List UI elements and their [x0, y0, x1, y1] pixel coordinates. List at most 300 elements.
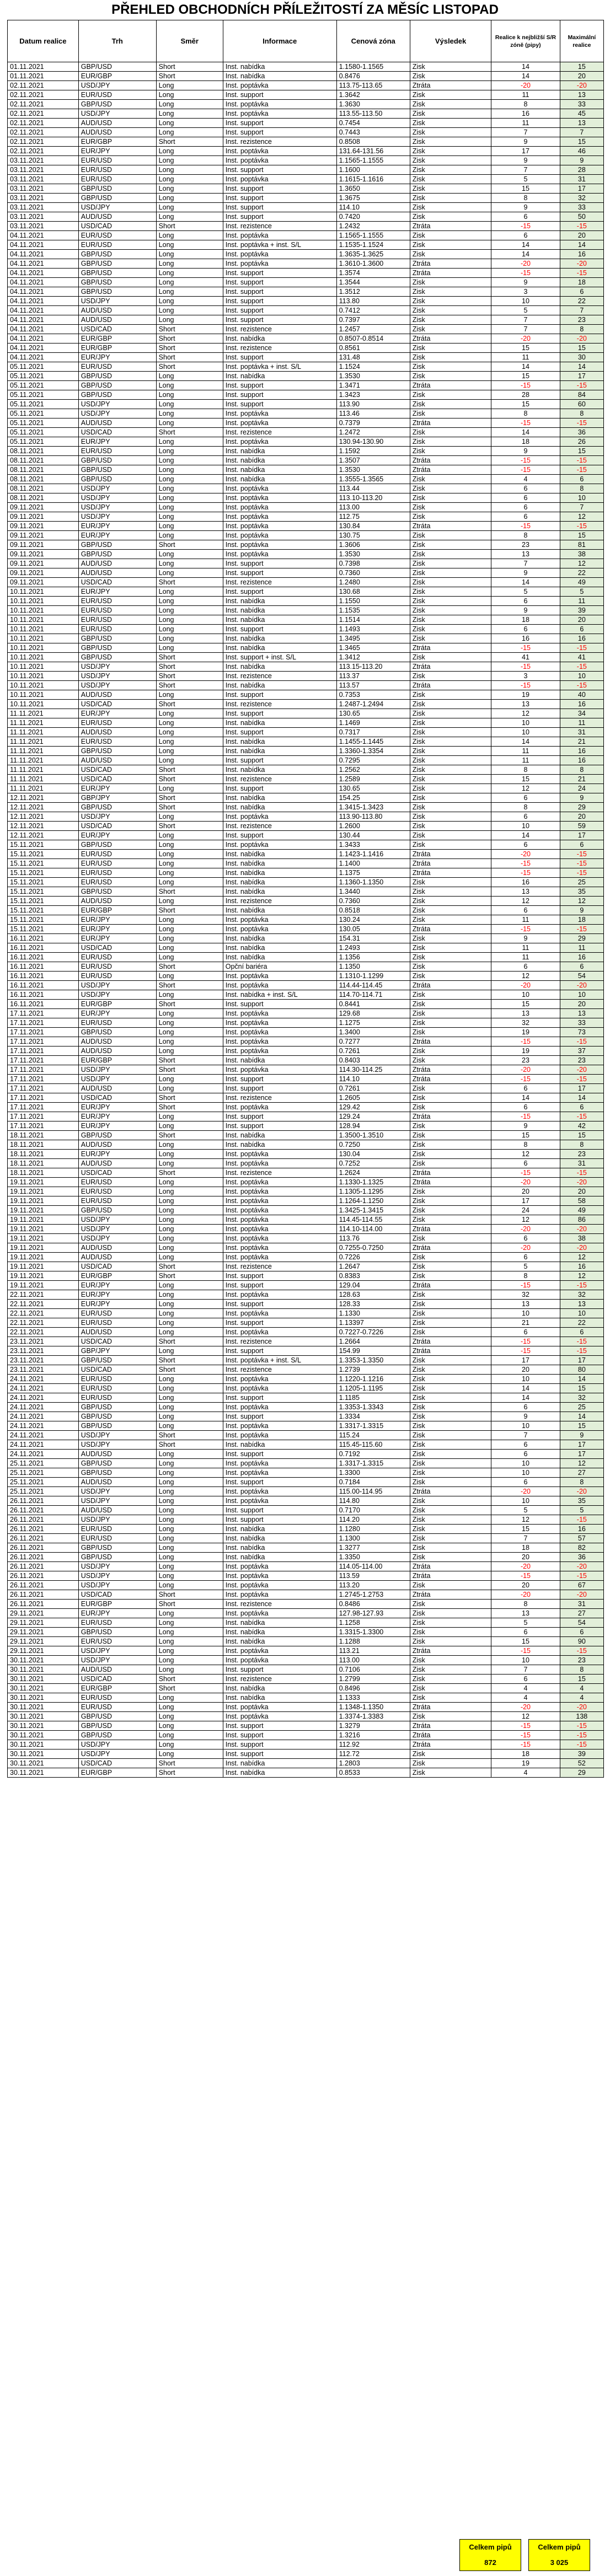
cell-result: Zisk [410, 831, 491, 840]
cell-market: USD/JPY [78, 1225, 156, 1234]
table-row [8, 1206, 604, 1215]
cell-date: 17.11.2021 [8, 1056, 79, 1065]
cell-zone: 0.7192 [336, 1450, 410, 1459]
cell-max: -15 [560, 1168, 603, 1178]
cell-date: 15.11.2021 [8, 878, 79, 887]
cell-result: Zisk [410, 559, 491, 568]
cell-max: 7 [560, 306, 603, 315]
cell-date: 23.11.2021 [8, 1337, 79, 1346]
cell-pips: 13 [491, 700, 560, 709]
cell-result: Ztráta [410, 222, 491, 231]
cell-max: -15 [560, 1337, 603, 1346]
cell-result: Zisk [410, 1121, 491, 1131]
cell-date: 29.11.2021 [8, 1637, 79, 1646]
cell-max: 13 [560, 1009, 603, 1018]
cell-direction: Long [156, 1459, 223, 1468]
cell-direction: Long [156, 1581, 223, 1590]
cell-date: 10.11.2021 [8, 606, 79, 615]
cell-result: Zisk [410, 578, 491, 587]
cell-max: 20 [560, 1187, 603, 1196]
cell-max: 22 [560, 1318, 603, 1328]
cell-zone: 130.04 [336, 1150, 410, 1159]
cell-max: 13 [560, 90, 603, 100]
cell-direction: Long [156, 1084, 223, 1093]
cell-result: Ztráta [410, 981, 491, 990]
cell-direction: Long [156, 400, 223, 409]
cell-result: Zisk [410, 194, 491, 203]
cell-market: EUR/JPY [78, 1112, 156, 1121]
table-row [8, 1356, 604, 1365]
cell-info: Inst. support [223, 1084, 336, 1093]
table-row [8, 475, 604, 484]
cell-direction: Long [156, 728, 223, 737]
cell-pips: 32 [491, 1290, 560, 1300]
cell-direction: Long [156, 165, 223, 175]
cell-result: Zisk [410, 747, 491, 756]
cell-date: 04.11.2021 [8, 344, 79, 353]
cell-direction: Long [156, 1328, 223, 1337]
cell-zone: 1.3635-1.3625 [336, 250, 410, 259]
cell-max: -20 [560, 81, 603, 90]
cell-max: 52 [560, 1759, 603, 1768]
table-row [8, 1187, 604, 1196]
cell-max: -15 [560, 643, 603, 653]
cell-direction: Long [156, 437, 223, 447]
cell-pips: 19 [491, 1759, 560, 1768]
cell-zone: 1.3353-1.3343 [336, 1403, 410, 1412]
cell-info: Inst. poptávka [223, 100, 336, 109]
cell-pips: 6 [491, 1450, 560, 1459]
cell-result: Zisk [410, 1384, 491, 1393]
table-row [8, 859, 604, 868]
cell-direction: Long [156, 1412, 223, 1421]
cell-info: Inst. poptávka [223, 1065, 336, 1075]
cell-date: 04.11.2021 [8, 278, 79, 287]
table-row [8, 137, 604, 147]
cell-market: USD/JPY [78, 400, 156, 409]
table-row [8, 662, 604, 672]
cell-info: Inst. nabídka [223, 1440, 336, 1450]
cell-zone: 1.1592 [336, 447, 410, 456]
cell-market: GBP/USD [78, 747, 156, 756]
cell-zone: 1.1258 [336, 1618, 410, 1628]
cell-result: Zisk [410, 812, 491, 822]
cell-pips: 8 [491, 1600, 560, 1609]
cell-result: Zisk [410, 1712, 491, 1721]
cell-date: 11.11.2021 [8, 784, 79, 793]
cell-zone: 1.1330 [336, 1309, 410, 1318]
cell-market: EUR/GBP [78, 137, 156, 147]
cell-zone: 1.2589 [336, 775, 410, 784]
cell-info: Inst. nabídka [223, 1056, 336, 1065]
cell-market: GBP/USD [78, 194, 156, 203]
table-row [8, 1037, 604, 1046]
cell-max: 24 [560, 784, 603, 793]
cell-zone: 1.1565-1.1555 [336, 156, 410, 165]
cell-result: Ztráta [410, 418, 491, 428]
cell-direction: Long [156, 915, 223, 925]
cell-date: 26.11.2021 [8, 1534, 79, 1543]
cell-result: Ztráta [410, 643, 491, 653]
cell-result: Zisk [410, 1749, 491, 1759]
cell-date: 22.11.2021 [8, 1328, 79, 1337]
cell-direction: Long [156, 1225, 223, 1234]
cell-date: 02.11.2021 [8, 128, 79, 137]
cell-market: GBP/USD [78, 184, 156, 194]
cell-pips: 3 [491, 672, 560, 681]
cell-max: 26 [560, 437, 603, 447]
cell-info: Inst. poptávka [223, 1243, 336, 1253]
cell-market: EUR/USD [78, 1318, 156, 1328]
cell-date: 25.11.2021 [8, 1478, 79, 1487]
cell-date: 02.11.2021 [8, 109, 79, 119]
cell-pips: -15 [491, 1646, 560, 1656]
cell-date: 10.11.2021 [8, 625, 79, 634]
cell-market: EUR/USD [78, 1309, 156, 1318]
cell-zone: 1.3400 [336, 1028, 410, 1037]
table-row [8, 1656, 604, 1665]
cell-date: 05.11.2021 [8, 390, 79, 400]
cell-max: 34 [560, 709, 603, 718]
cell-market: AUD/USD [78, 1506, 156, 1515]
cell-result: Ztráta [410, 1243, 491, 1253]
cell-pips: 11 [491, 953, 560, 962]
table-row [8, 456, 604, 465]
cell-date: 04.11.2021 [8, 287, 79, 297]
cell-market: EUR/JPY [78, 531, 156, 540]
cell-zone: 113.46 [336, 409, 410, 418]
cell-direction: Long [156, 1112, 223, 1121]
cell-result: Zisk [410, 672, 491, 681]
cell-max: 22 [560, 568, 603, 578]
cell-zone: 113.44 [336, 484, 410, 493]
cell-date: 30.11.2021 [8, 1740, 79, 1749]
cell-date: 10.11.2021 [8, 597, 79, 606]
cell-zone: 1.3512 [336, 287, 410, 297]
cell-max: 73 [560, 1028, 603, 1037]
cell-direction: Short [156, 62, 223, 72]
cell-direction: Long [156, 1206, 223, 1215]
cell-max: 10 [560, 1309, 603, 1318]
cell-result: Zisk [410, 550, 491, 559]
cell-market: USD/CAD [78, 1262, 156, 1271]
cell-zone: 1.1275 [336, 1018, 410, 1028]
cell-info: Inst. rezistence [223, 1168, 336, 1178]
cell-result: Ztráta [410, 1562, 491, 1571]
cell-pips: 9 [491, 203, 560, 212]
cell-pips: 14 [491, 62, 560, 72]
cell-pips: -15 [491, 269, 560, 278]
cell-market: AUD/USD [78, 1046, 156, 1056]
cell-info: Inst. poptávka + inst. S/L [223, 362, 336, 372]
cell-pips: 14 [491, 250, 560, 259]
cell-direction: Long [156, 559, 223, 568]
cell-result: Zisk [410, 878, 491, 887]
cell-pips: 15 [491, 344, 560, 353]
cell-direction: Long [156, 100, 223, 109]
cell-direction: Short [156, 672, 223, 681]
cell-market: EUR/JPY [78, 1281, 156, 1290]
cell-max: 39 [560, 1749, 603, 1759]
cell-info: Inst. rezistence [223, 897, 336, 906]
cell-pips: -15 [491, 418, 560, 428]
cell-pips: 20 [491, 1581, 560, 1590]
cell-info: Inst. support [223, 269, 336, 278]
cell-max: 32 [560, 1290, 603, 1300]
cell-pips: 6 [491, 212, 560, 222]
cell-result: Ztráta [410, 1178, 491, 1187]
cell-market: EUR/GBP [78, 1056, 156, 1065]
cell-zone: 129.24 [336, 1112, 410, 1121]
cell-result: Zisk [410, 737, 491, 747]
cell-market: EUR/USD [78, 1187, 156, 1196]
cell-pips: 8 [491, 531, 560, 540]
cell-max: 80 [560, 1365, 603, 1375]
table-row [8, 1328, 604, 1337]
table-row [8, 1271, 604, 1281]
cell-date: 12.11.2021 [8, 831, 79, 840]
cell-pips: 12 [491, 1515, 560, 1525]
cell-zone: 112.75 [336, 512, 410, 522]
cell-result: Zisk [410, 1618, 491, 1628]
cell-zone: 1.3675 [336, 194, 410, 203]
cell-result: Zisk [410, 409, 491, 418]
cell-market: GBP/USD [78, 390, 156, 400]
cell-result: Zisk [410, 597, 491, 606]
cell-zone: 0.8507-0.8514 [336, 334, 410, 344]
cell-zone: 130.94-130.90 [336, 437, 410, 447]
cell-zone: 0.7360 [336, 568, 410, 578]
cell-date: 22.11.2021 [8, 1290, 79, 1300]
cell-market: EUR/USD [78, 165, 156, 175]
cell-zone: 113.10-113.20 [336, 493, 410, 503]
cell-result: Zisk [410, 1253, 491, 1262]
table-row [8, 972, 604, 981]
cell-date: 16.11.2021 [8, 972, 79, 981]
cell-date: 15.11.2021 [8, 915, 79, 925]
cell-pips: 13 [491, 550, 560, 559]
table-row [8, 1675, 604, 1684]
cell-pips: 14 [491, 72, 560, 81]
cell-info: Inst. support [223, 128, 336, 137]
cell-result: Zisk [410, 390, 491, 400]
table-row [8, 1562, 604, 1571]
cell-max: 84 [560, 390, 603, 400]
cell-direction: Long [156, 625, 223, 634]
cell-max: 15 [560, 137, 603, 147]
cell-market: EUR/USD [78, 953, 156, 962]
table-row [8, 447, 604, 456]
cell-max: 17 [560, 372, 603, 381]
cell-pips: 14 [491, 1093, 560, 1103]
table-row [8, 1440, 604, 1450]
cell-info: Inst. poptávka [223, 156, 336, 165]
cell-date: 18.11.2021 [8, 1159, 79, 1168]
table-row [8, 943, 604, 953]
cell-pips: -20 [491, 1703, 560, 1712]
cell-market: GBP/USD [78, 250, 156, 259]
cell-market: EUR/JPY [78, 1009, 156, 1018]
cell-direction: Long [156, 156, 223, 165]
cell-max: 17 [560, 1356, 603, 1365]
cell-date: 19.11.2021 [8, 1206, 79, 1215]
cell-info: Inst. poptávka [223, 1459, 336, 1468]
cell-result: Zisk [410, 278, 491, 287]
cell-date: 02.11.2021 [8, 100, 79, 109]
cell-info: Inst. nabídka [223, 1525, 336, 1534]
cell-result: Ztráta [410, 1487, 491, 1496]
cell-zone: 113.76 [336, 1234, 410, 1243]
cell-pips: 8 [491, 194, 560, 203]
cell-zone: 1.3610-1.3600 [336, 259, 410, 269]
total-pips-label: Celkem pipů [469, 2543, 512, 2551]
cell-result: Zisk [410, 72, 491, 81]
table-row [8, 1740, 604, 1749]
cell-info: Inst. poptávka [223, 1703, 336, 1712]
cell-pips: -15 [491, 1075, 560, 1084]
cell-zone: 1.3334 [336, 1412, 410, 1421]
cell-info: Inst. nabídka [223, 1131, 336, 1140]
col-pips: Realice k nejbližší S/R zóně (pipy) [491, 20, 560, 62]
cell-info: Inst. support [223, 784, 336, 793]
cell-pips: 10 [491, 1309, 560, 1318]
cell-max: 14 [560, 240, 603, 250]
cell-result: Zisk [410, 1215, 491, 1225]
table-row [8, 1318, 604, 1328]
cell-date: 19.11.2021 [8, 1271, 79, 1281]
cell-zone: 1.3374-1.3383 [336, 1712, 410, 1721]
cell-max: 8 [560, 409, 603, 418]
cell-info: Inst. support [223, 1515, 336, 1525]
cell-result: Zisk [410, 756, 491, 765]
cell-zone: 154.31 [336, 934, 410, 943]
cell-zone: 0.7261 [336, 1084, 410, 1093]
cell-market: GBP/USD [78, 1628, 156, 1637]
cell-result: Zisk [410, 362, 491, 372]
cell-pips: 28 [491, 390, 560, 400]
cell-pips: -20 [491, 1178, 560, 1187]
cell-date: 19.11.2021 [8, 1243, 79, 1253]
cell-date: 04.11.2021 [8, 353, 79, 362]
cell-pips: -15 [491, 643, 560, 653]
table-row [8, 1618, 604, 1628]
cell-info: Inst. poptávka [223, 915, 336, 925]
table-row [8, 587, 604, 597]
cell-pips: 9 [491, 934, 560, 943]
cell-info: Inst. poptávka [223, 1159, 336, 1168]
cell-zone: 129.04 [336, 1281, 410, 1290]
cell-date: 02.11.2021 [8, 119, 79, 128]
cell-date: 19.11.2021 [8, 1234, 79, 1243]
cell-max: 6 [560, 287, 603, 297]
cell-result: Ztráta [410, 1731, 491, 1740]
table-row [8, 1665, 604, 1675]
cell-market: EUR/GBP [78, 1768, 156, 1778]
cell-max: -20 [560, 1065, 603, 1075]
cell-info: Inst. support [223, 690, 336, 700]
table-row [8, 90, 604, 100]
cell-zone: 1.2457 [336, 325, 410, 334]
table-row [8, 72, 604, 81]
cell-date: 29.11.2021 [8, 1618, 79, 1628]
cell-info: Inst. poptávka [223, 1590, 336, 1600]
table-row [8, 615, 604, 625]
cell-date: 29.11.2021 [8, 1628, 79, 1637]
cell-zone: 113.80 [336, 297, 410, 306]
cell-direction: Long [156, 550, 223, 559]
cell-pips: 8 [491, 803, 560, 812]
cell-pips: 6 [491, 812, 560, 822]
table-row [8, 747, 604, 756]
cell-zone: 113.00 [336, 503, 410, 512]
cell-pips: 20 [491, 1553, 560, 1562]
cell-info: Inst. nabídka [223, 662, 336, 672]
table-row [8, 287, 604, 297]
cell-date: 30.11.2021 [8, 1768, 79, 1778]
cell-date: 30.11.2021 [8, 1703, 79, 1712]
cell-info: Inst. rezistence [223, 1262, 336, 1271]
cell-info: Inst. poptávka [223, 1196, 336, 1206]
cell-info: Inst. poptávka [223, 1253, 336, 1262]
table-row [8, 1450, 604, 1459]
cell-pips: -15 [491, 1281, 560, 1290]
cell-info: Inst. support [223, 728, 336, 737]
table-row [8, 62, 604, 72]
cell-zone: 1.3630 [336, 100, 410, 109]
cell-info: Inst. poptávka [223, 1384, 336, 1393]
total-max-value: 3 025 [550, 2558, 569, 2567]
table-row [8, 897, 604, 906]
cell-result: Zisk [410, 568, 491, 578]
cell-info: Inst. nabídka [223, 456, 336, 465]
cell-max: 32 [560, 1393, 603, 1403]
cell-result: Zisk [410, 128, 491, 137]
cell-max: 42 [560, 1121, 603, 1131]
col-date: Datum realice [8, 20, 79, 62]
cell-date: 19.11.2021 [8, 1187, 79, 1196]
cell-pips: 19 [491, 1028, 560, 1037]
cell-max: 35 [560, 1496, 603, 1506]
cell-zone: 0.7443 [336, 128, 410, 137]
table-row [8, 1290, 604, 1300]
cell-result: Zisk [410, 1768, 491, 1778]
cell-max: 6 [560, 1328, 603, 1337]
cell-direction: Long [156, 1693, 223, 1703]
cell-market: EUR/JPY [78, 587, 156, 597]
cell-zone: 113.20 [336, 1581, 410, 1590]
cell-market: AUD/USD [78, 306, 156, 315]
cell-max: 15 [560, 1421, 603, 1431]
cell-direction: Long [156, 953, 223, 962]
cell-info: Inst. poptávka [223, 1571, 336, 1581]
cell-info: Inst. support [223, 1506, 336, 1515]
cell-market: USD/CAD [78, 1168, 156, 1178]
cell-pips: -20 [491, 334, 560, 344]
cell-pips: 8 [491, 1140, 560, 1150]
cell-date: 10.11.2021 [8, 672, 79, 681]
cell-direction: Long [156, 1187, 223, 1196]
cell-direction: Short [156, 1768, 223, 1778]
cell-market: GBP/USD [78, 840, 156, 850]
table-row [8, 878, 604, 887]
cell-pips: 3 [491, 287, 560, 297]
cell-info: Inst. poptávka [223, 1150, 336, 1159]
table-row [8, 1253, 604, 1262]
cell-zone: 0.7255-0.7250 [336, 1243, 410, 1253]
cell-direction: Short [156, 1131, 223, 1140]
cell-date: 30.11.2021 [8, 1749, 79, 1759]
cell-market: GBP/USD [78, 259, 156, 269]
